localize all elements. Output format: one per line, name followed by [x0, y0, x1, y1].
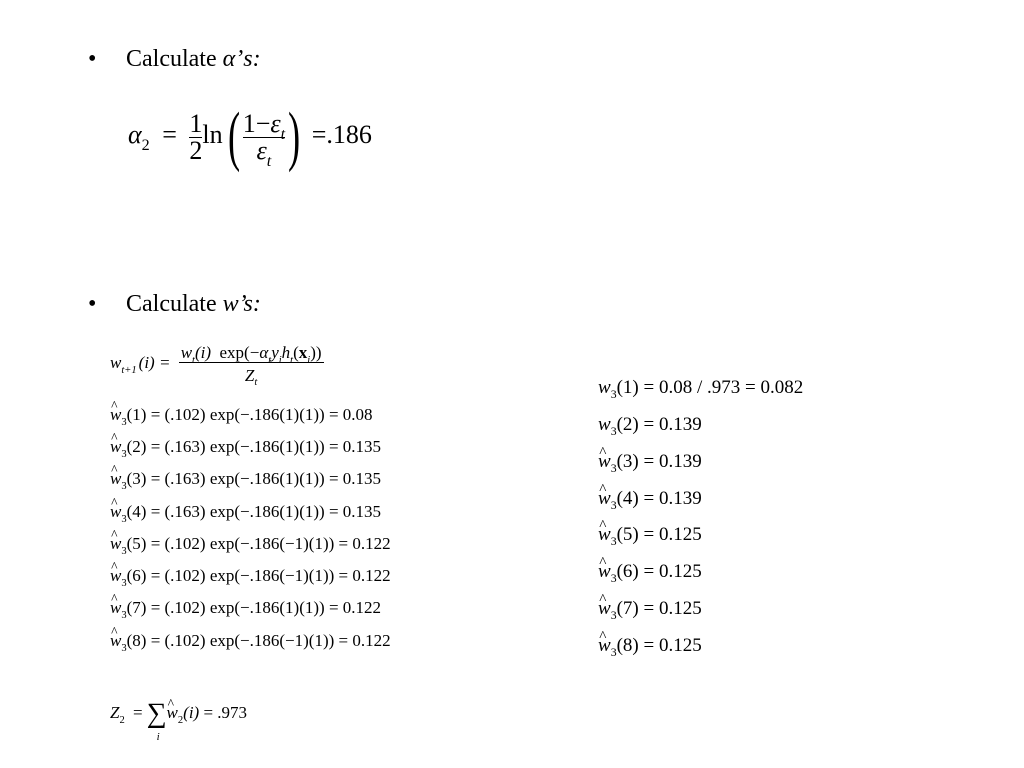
bullet-calculate-w [88, 292, 261, 316]
equation-index: (2) [126, 437, 147, 456]
w-symbol: w [598, 414, 611, 435]
w-subscript: 3 [610, 499, 617, 513]
w-subscript: 3 [610, 425, 617, 439]
one-half-fraction [189, 108, 203, 165]
num-close: )) [310, 343, 322, 362]
w-subscript: 3 [121, 448, 127, 460]
equation-rhs: = (.163) exp(−.186(1)(1)) = 0.135 [150, 437, 382, 456]
equation-index: (8) [126, 631, 147, 650]
w-subscript: 3 [610, 535, 617, 549]
w-hat-symbol: ^ w [110, 406, 121, 423]
num-exp: exp(− [219, 343, 260, 362]
w-subscript: 3 [121, 545, 127, 557]
right-paren: ) [288, 100, 301, 173]
num-w: w [180, 343, 193, 362]
w-subscript: 3 [121, 416, 127, 428]
equation-index: (4) [616, 488, 639, 509]
num-x-sub: i [307, 354, 311, 366]
update-numerator: $w_t(i)$ $\exp(-\alpha_ty_ih_t(x_i))$ [180, 343, 322, 366]
left-equation-row [110, 566, 391, 589]
right-equation-row [598, 561, 702, 586]
equation-rhs: = (.163) exp(−.186(1)(1)) = 0.135 [150, 469, 382, 488]
left-equation-row [110, 598, 382, 621]
equation-index: (8) [616, 635, 639, 656]
z-symbol: Z [110, 702, 120, 722]
equation-rhs: = (.102) exp(−.186(−1)(1)) = 0.122 [150, 534, 391, 553]
equation-rhs: = 0.125 [643, 598, 702, 619]
w-subscript: 3 [610, 388, 617, 402]
alpha-subscript: 2 [141, 137, 150, 155]
w-hat-symbol: ^ w [598, 599, 611, 618]
num-y-sub: i [278, 354, 282, 366]
w-hat-symbol: ^ w [598, 452, 611, 471]
w-subscript: 3 [610, 646, 617, 660]
w-subscript: t+1 [121, 364, 137, 376]
z-result: = .973 [203, 702, 248, 722]
equation-rhs: = (.102) exp(−.186(1)(1)) = 0.08 [150, 405, 373, 424]
num-i: (i) [194, 343, 212, 362]
equation-rhs: = 0.139 [643, 451, 702, 472]
w-subscript: 3 [610, 609, 617, 623]
num-t: t [192, 354, 195, 366]
num-alpha-sub: t [268, 354, 272, 366]
bullet-prefix: Calculate [126, 46, 223, 72]
fraction-denominator: 2 [189, 135, 203, 165]
update-fraction [179, 343, 324, 389]
num-h-sub: t [290, 354, 294, 366]
w-hat-symbol: ^ w [110, 567, 121, 584]
alpha-result: =.186 [311, 120, 372, 150]
w-hat-symbol: ^ w [110, 503, 121, 520]
equals-sign: = [162, 120, 177, 150]
equation-rhs: = 0.125 [643, 561, 702, 582]
equation-rhs: = (.102) exp(−.186(−1)(1)) = 0.122 [150, 566, 391, 585]
equation-rhs: = (.102) exp(−.186(1)(1)) = 0.122 [150, 598, 382, 617]
right-equation-row [598, 488, 702, 513]
equation-rhs: = 0.125 [643, 524, 702, 545]
equation-index: (3) [126, 469, 147, 488]
w-subscript: 3 [121, 642, 127, 654]
epsilon-symbol: ε [270, 108, 281, 138]
sum-index: i [156, 731, 160, 743]
left-equation-row [110, 469, 382, 492]
one-minus: 1− [242, 108, 271, 138]
equation-index: (3) [616, 451, 639, 472]
w-symbol: w [598, 377, 611, 398]
w-argument: (i) = [138, 352, 171, 372]
w-hat-symbol: ^ w [167, 704, 178, 721]
equation-index: (6) [616, 561, 639, 582]
bullet-var: α [222, 46, 236, 72]
right-equation-row [598, 598, 702, 623]
left-equation-row [110, 502, 382, 525]
equation-rhs: = 0.125 [643, 635, 702, 656]
den-z: Z [244, 365, 255, 385]
w-hat-symbol: ^ w [598, 636, 611, 655]
num-alpha: α [259, 343, 269, 362]
bullet-var: w [222, 291, 239, 317]
equation-rhs: = 0.139 [643, 414, 702, 435]
equation-index: (5) [126, 534, 147, 553]
w-argument: (i) [183, 702, 200, 722]
num-x: x [298, 343, 308, 362]
w-hat-symbol: ^ w [110, 599, 121, 616]
epsilon-subscript: t [266, 152, 272, 170]
epsilon-subscript: t [280, 125, 286, 143]
right-equation-row [598, 451, 702, 476]
w-subscript: 2 [177, 714, 184, 726]
equation-index: (6) [126, 566, 147, 585]
epsilon-denominator [243, 135, 285, 170]
right-equation-row [598, 635, 702, 660]
equation-index: (4) [126, 502, 147, 521]
right-equation-row [598, 524, 702, 549]
right-equation-row [598, 414, 702, 439]
w-hat-symbol: ^ w [598, 489, 611, 508]
sum-glyph: ∑ [146, 698, 167, 729]
num-h: h [281, 343, 291, 362]
alpha-equation [128, 100, 372, 173]
w-subscript: 3 [610, 572, 617, 586]
equation-index: (1) [616, 377, 639, 398]
den-t: t [254, 377, 258, 389]
w-subscript: 3 [121, 609, 127, 621]
equation-rhs: = (.102) exp(−.186(−1)(1)) = 0.122 [150, 631, 391, 650]
w-symbol: w [110, 352, 122, 372]
bullet-dot: • [88, 46, 97, 72]
left-paren: ( [227, 100, 240, 173]
alpha-symbol: α [128, 120, 142, 150]
right-equation-row [598, 377, 804, 402]
w-subscript: 3 [610, 462, 617, 476]
bullet-prefix: Calculate [126, 291, 223, 317]
equals-sign: = [132, 702, 143, 722]
equation-rhs: = (.163) exp(−.186(1)(1)) = 0.135 [150, 502, 382, 521]
equation-index: (7) [126, 598, 147, 617]
epsilon-symbol: ε [256, 135, 267, 165]
bullet-calculate-alpha [88, 47, 261, 71]
w-hat-symbol: ^ w [598, 562, 611, 581]
w-hat-symbol: ^ w [110, 438, 121, 455]
update-denominator [179, 363, 324, 389]
epsilon-fraction [242, 108, 286, 170]
bullet-suffix: ’s: [235, 46, 261, 72]
w-hat-symbol: ^ w [110, 632, 121, 649]
epsilon-numerator [242, 108, 286, 143]
bullet-suffix: ’s: [238, 291, 261, 317]
weight-update-formula [110, 343, 324, 389]
summation-sign [146, 698, 167, 743]
z-subscript: 2 [119, 714, 125, 726]
equation-index: (2) [616, 414, 639, 435]
num-y: y [271, 343, 279, 362]
equation-index: (7) [616, 598, 639, 619]
w-subscript: 3 [121, 513, 127, 525]
w-hat-symbol: ^ w [598, 525, 611, 544]
bullet-dot: • [88, 291, 97, 317]
equation-index: (5) [616, 524, 639, 545]
z-normalizer-equation [110, 698, 248, 743]
left-equation-row [110, 631, 391, 654]
equation-index: (1) [126, 405, 147, 424]
equation-rhs: = 0.139 [643, 488, 702, 509]
left-equation-row [110, 405, 373, 428]
w-subscript: 3 [121, 480, 127, 492]
fraction-numerator: 1 [189, 108, 203, 138]
left-equation-row [110, 437, 382, 460]
equation-rhs: = 0.08 / .973 = 0.082 [643, 377, 804, 398]
w-hat-symbol: ^ w [110, 470, 121, 487]
w-hat-symbol: ^ w [110, 535, 121, 552]
w-subscript: 3 [121, 577, 127, 589]
left-equation-row [110, 534, 391, 557]
ln-label: ln [202, 120, 223, 150]
